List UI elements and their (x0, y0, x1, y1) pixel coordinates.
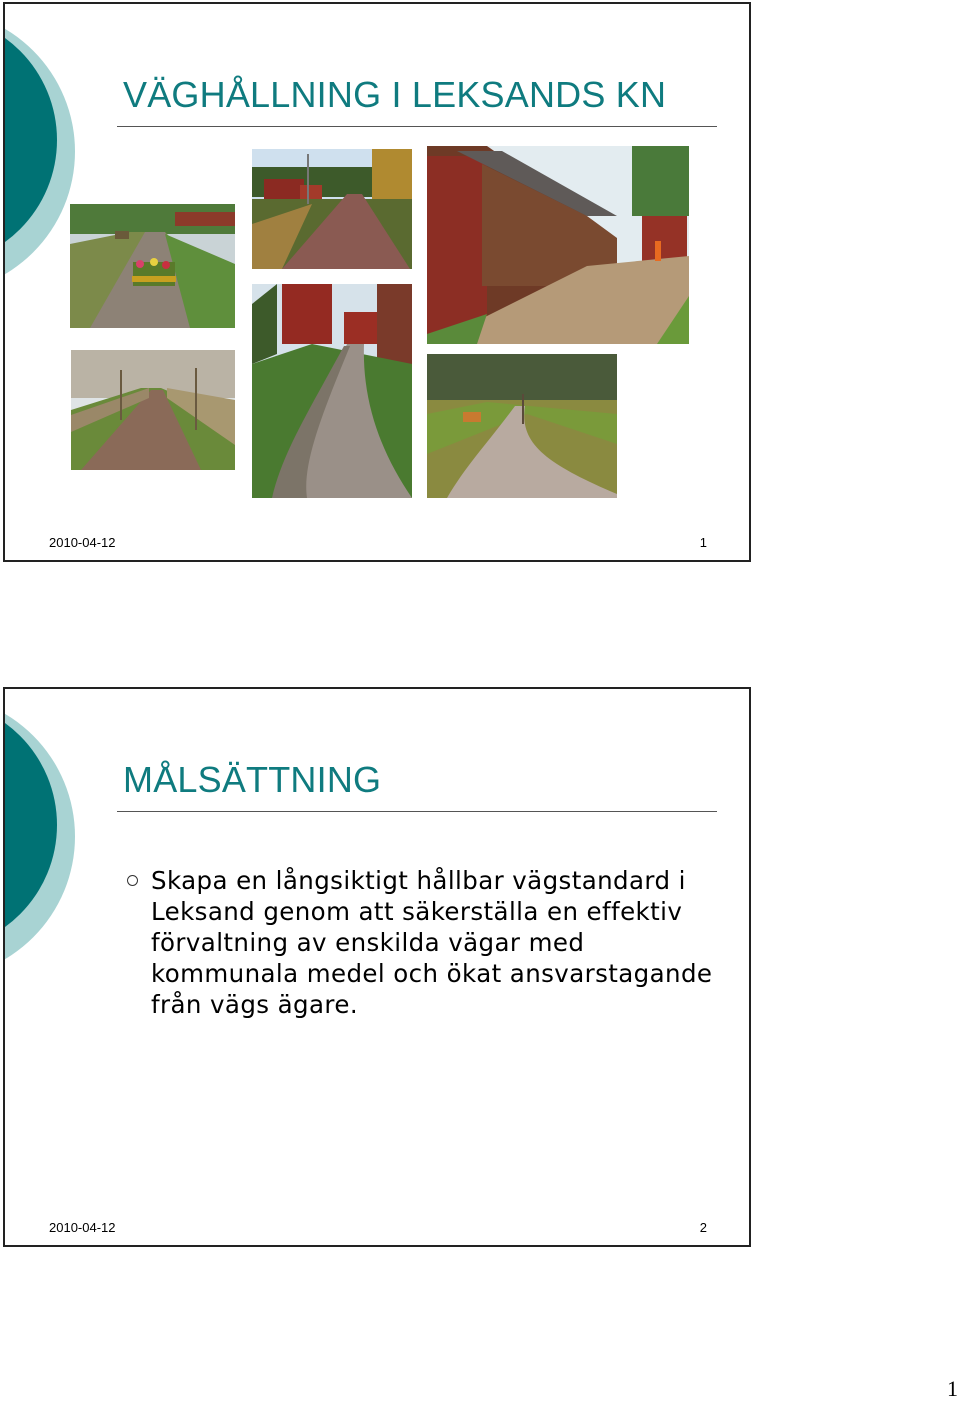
bullet-text: Skapa en långsiktigt hållbar vägstandard i Leksand genom att säkerställa en effektiv förvaltning av enskilda vägar med kommunala medel och ökat ansvarstagande från vägs ägare. (151, 866, 713, 1019)
slide-date: 2010-04-12 (49, 1220, 116, 1235)
road-with-trailer-photo (70, 204, 235, 328)
fenced-path-photo (71, 350, 235, 470)
hollow-circle-bullet-icon (127, 875, 138, 886)
bullet-list (125, 865, 725, 1020)
slide-number: 2 (699, 1220, 707, 1235)
village-road-photo (252, 149, 412, 269)
slide-title: VÄGHÅLLNING I LEKSANDS KN (123, 74, 667, 115)
slide-2 (3, 687, 751, 1247)
slide-title: MÅLSÄTTNING (123, 759, 382, 800)
title-divider (117, 126, 717, 127)
slide-1 (3, 2, 751, 562)
page-number: 1 (947, 1376, 958, 1401)
countryside-road-photo (427, 354, 617, 498)
list-item (125, 865, 725, 1020)
barns-road-photo (427, 146, 689, 344)
curved-gravel-road-photo (252, 284, 412, 498)
slide-number: 1 (699, 535, 707, 550)
slide-date: 2010-04-12 (49, 535, 116, 550)
title-divider (117, 811, 717, 812)
